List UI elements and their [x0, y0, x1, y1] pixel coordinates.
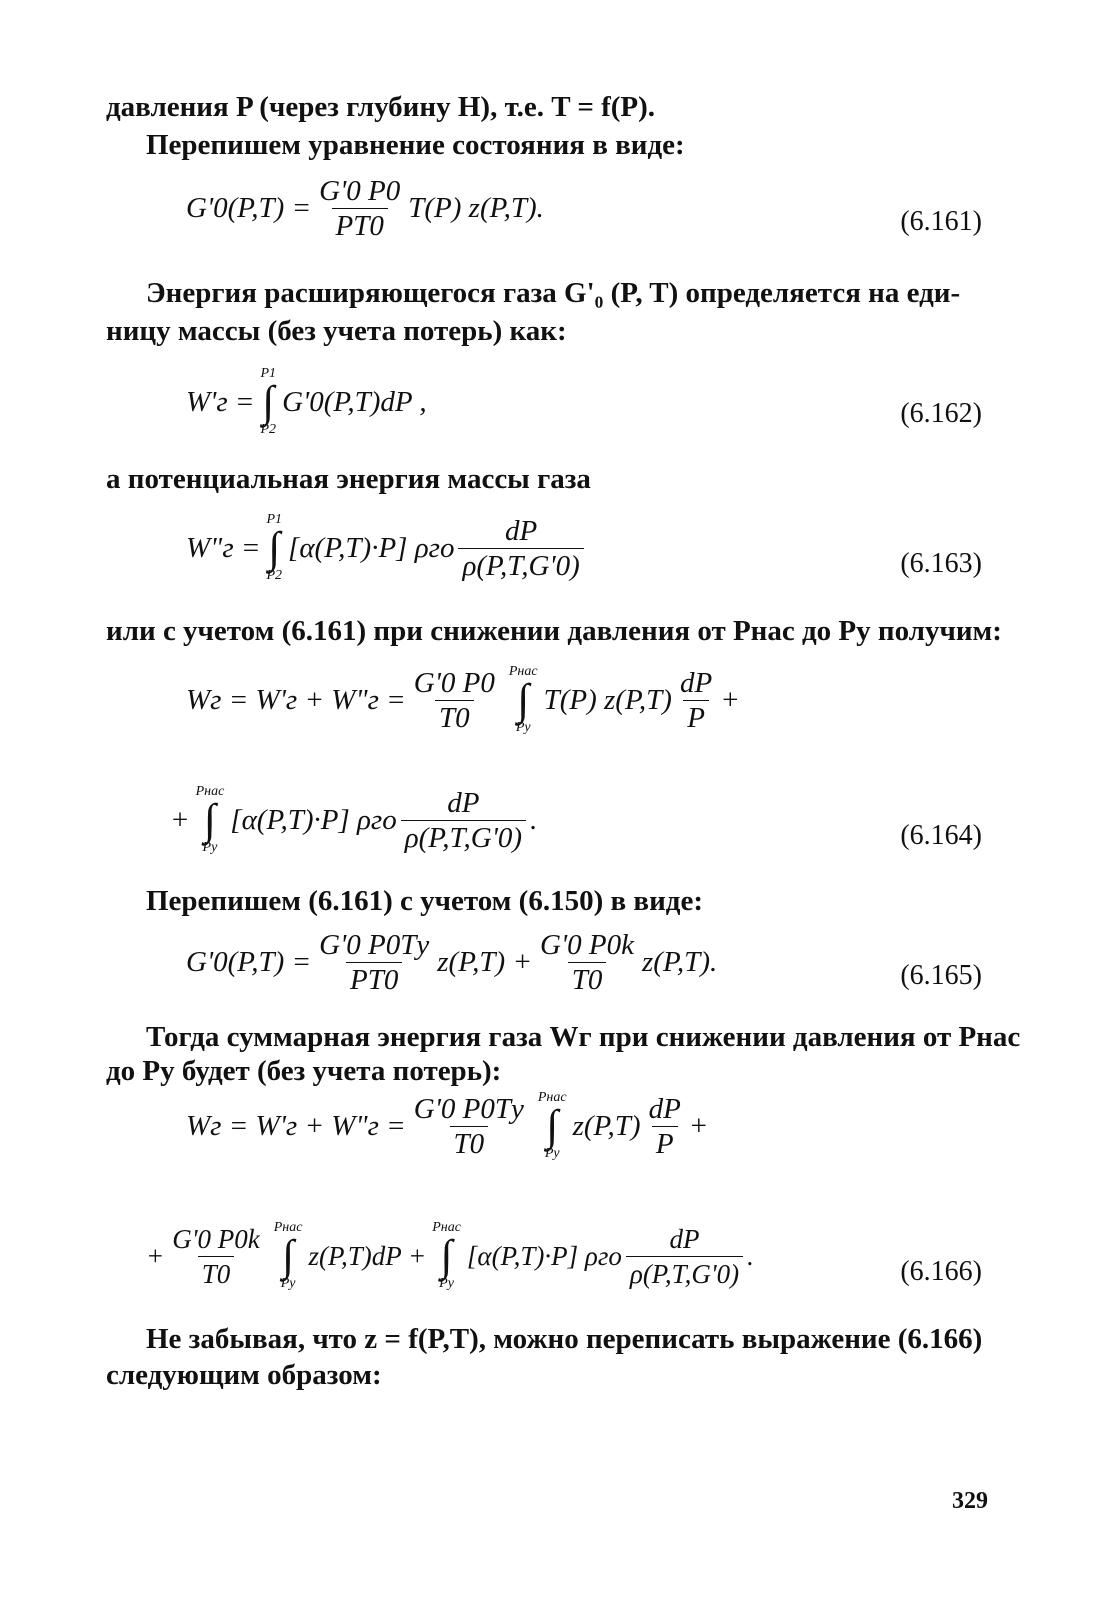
- page-number: 329: [952, 1488, 988, 1514]
- equation-6-166-part2: + $\frac{G'0 P0k}{T0}$ Pнас ∫ Pу z(P,T)dP + Pнас ∫ Pу [α(P,T)·P] ρго $\frac{dP}{\rho(P,T,G'0)}$ .: [146, 1220, 754, 1291]
- equation-6-162: W'г = P1 ∫ P2 G'0(P,T)dP ,: [186, 366, 427, 437]
- text-line-6: или с учетом (6.161) при снижении давления от Pнас до Pу получим:: [106, 615, 1002, 647]
- equation-number-6-161: (6.161): [900, 206, 982, 237]
- text-line-10: Не забывая, что z = f(P,T), можно переписать выражение (6.166): [146, 1323, 983, 1355]
- equation-6-161: G'0(P,T) = $\frac{G'0 P0}{PT0}$ T(P) z(P,T).: [186, 175, 544, 242]
- equation-6-166-part1: Wг = W'г + W"г = $\frac{G'0 P0Tу}{T0}$ Pнас ∫ Pу z(P,T) $\frac{dP}{P}$ +: [186, 1090, 709, 1161]
- equation-number-6-162: (6.162): [900, 398, 982, 429]
- text-line-8: Тогда суммарная энергия газа Wг при снижении давления от Pнас: [146, 1021, 1021, 1053]
- equation-number-6-164: (6.164): [900, 820, 982, 851]
- equation-number-6-165: (6.165): [900, 960, 982, 991]
- equation-number-6-166: (6.166): [900, 1256, 982, 1287]
- text-line-9: до Pу будет (без учета потерь):: [106, 1055, 502, 1087]
- equation-number-6-163: (6.163): [900, 548, 982, 579]
- integral-sign: Pнас ∫ Pу: [195, 784, 225, 855]
- equation-6-164-part1: Wг = W'г + W"г = $\frac{G'0 P0}{T0}$ Pнас ∫ Pу T(P) z(P,T) $\frac{dP}{P}$ +: [186, 664, 740, 735]
- text-line-4: ницу массы (без учета потерь) как:: [106, 315, 567, 347]
- text-line-1: давления P (через глубину H), т.е. T = f(P).: [106, 91, 656, 123]
- text-line-11: следующим образом:: [106, 1359, 382, 1391]
- integral-sign: P1 ∫ P2: [260, 366, 277, 437]
- integral-sign: P1 ∫ P2: [266, 512, 283, 583]
- integral-sign: Pнас ∫ Pу: [508, 664, 538, 735]
- text-line-2: Перепишем уравнение состояния в виде:: [146, 129, 685, 161]
- integral-sign: Pнас ∫ Pу: [273, 1220, 303, 1291]
- text-line-5: а потенциальная энергия массы газа: [106, 463, 591, 495]
- integral-sign: Pнас ∫ Pу: [432, 1220, 461, 1291]
- equation-6-164-part2: + Pнас ∫ Pу [α(P,T)·P] ρго $\frac{dP}{\rho(P,T,G'0)}$ .: [170, 784, 538, 855]
- equation-6-165: G'0(P,T) = $\frac{G'0 P0Tу}{PT0}$ z(P,T) + $\frac{G'0 P0k}{T0}$ z(P,T).: [186, 929, 718, 996]
- text-line-3: Энергия расширяющегося газа G'₀ (P, T) определяется на еди-: [146, 277, 961, 309]
- integral-sign: Pнас ∫ Pу: [537, 1090, 567, 1161]
- text-line-7: Перепишем (6.161) с учетом (6.150) в виде:: [146, 885, 703, 917]
- equation-6-163: W"г = P1 ∫ P2 [α(P,T)·P] ρго $\frac{dP}{\rho(P,T,G'0)}$: [186, 512, 588, 584]
